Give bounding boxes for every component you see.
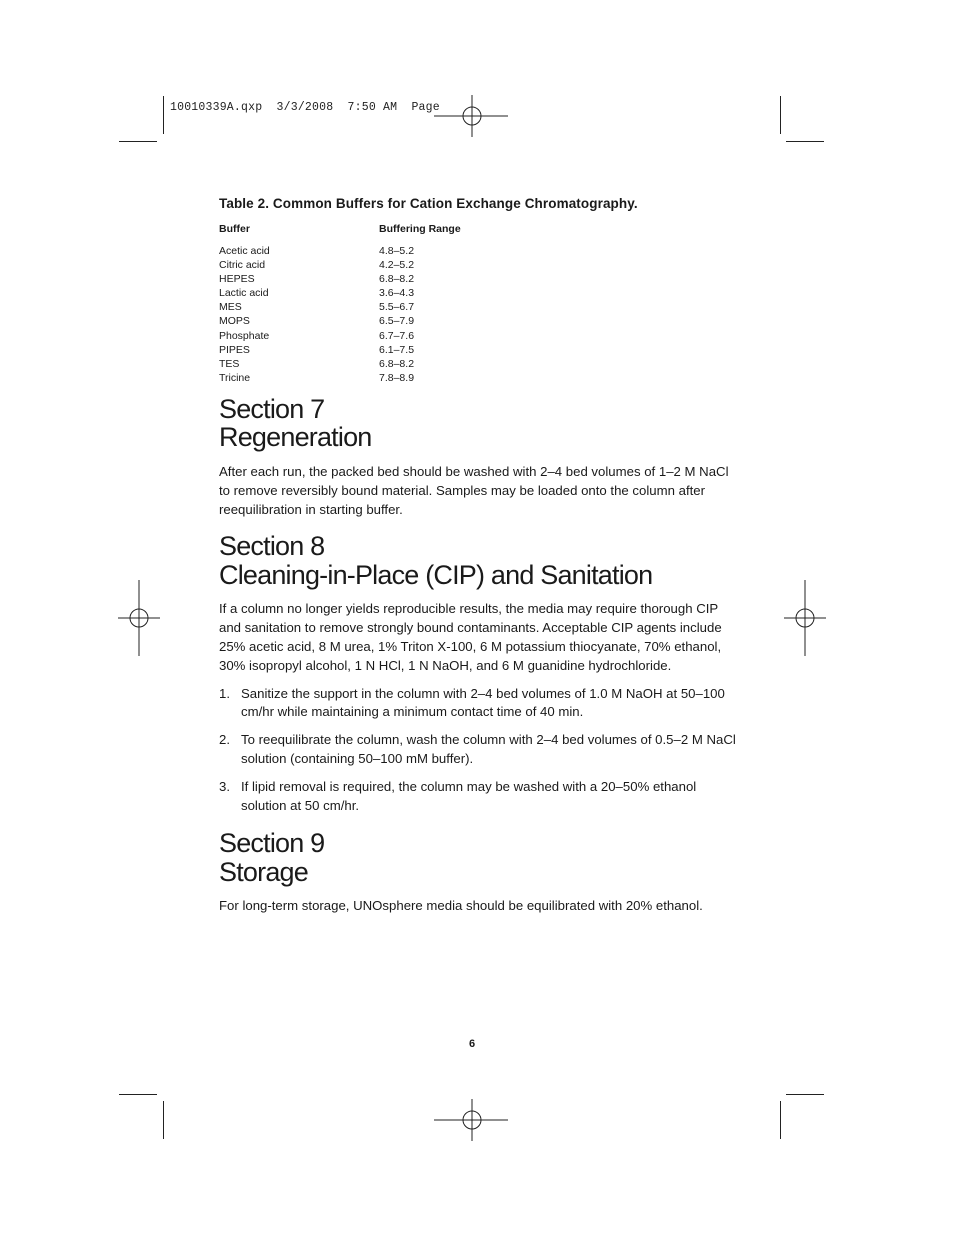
buffer-name: PIPES bbox=[219, 343, 250, 356]
crop-mark-bottom-left-horizontal bbox=[119, 1094, 157, 1095]
section-7 bbox=[219, 395, 739, 519]
table-title: Table 2. Common Buffers for Cation Exchange Chromatography. bbox=[219, 196, 638, 211]
crop-mark-bottom-left-vertical bbox=[163, 1101, 164, 1139]
registration-mark-left-icon bbox=[118, 580, 160, 656]
page-number: 6 bbox=[468, 1038, 476, 1050]
table-row bbox=[219, 258, 461, 272]
buffering-range: 6.8–8.2 bbox=[379, 273, 415, 286]
section-9-number: Section 9 bbox=[219, 828, 325, 859]
list-item bbox=[219, 685, 739, 723]
crop-mark-top-right-vertical bbox=[780, 96, 781, 134]
list-item bbox=[219, 778, 739, 816]
list-item-text: If lipid removal is required, the column may be washed with a 20–50% ethanol solution at 50 cm/hr. bbox=[241, 778, 697, 813]
section-9-title: Storage bbox=[219, 856, 308, 887]
table-header-row bbox=[219, 223, 461, 244]
crop-mark-top-right-horizontal bbox=[786, 141, 824, 142]
registration-mark-right-icon bbox=[784, 580, 826, 656]
list-item bbox=[219, 731, 739, 769]
section-7-title: Regeneration bbox=[219, 422, 372, 453]
registration-mark-top-icon bbox=[432, 95, 512, 137]
list-item-number: 3. bbox=[219, 778, 230, 794]
buffer-name: Tricine bbox=[219, 371, 251, 384]
column-header-buffer: Buffer bbox=[219, 223, 250, 235]
section-7-body: After each run, the packed bed should be washed with 2–4 bed volumes of 1–2 M NaCl to remove reversibly bound material. Samples may be loaded onto the column after reequilibration in starting buffer. bbox=[219, 463, 729, 517]
table-row bbox=[219, 343, 461, 357]
buffer-name: Acetic acid bbox=[219, 245, 270, 257]
buffer-name: MOPS bbox=[219, 315, 250, 328]
print-slug: 10010339A.qxp 3/3/2008 7:50 AM Page bbox=[170, 101, 440, 114]
table-row bbox=[219, 286, 461, 300]
buffering-range: 3.6–4.3 bbox=[379, 287, 415, 300]
buffers-table bbox=[219, 223, 461, 385]
buffer-name: Lactic acid bbox=[219, 287, 269, 300]
buffering-range: 7.8–8.9 bbox=[379, 371, 415, 384]
table-row bbox=[219, 371, 461, 385]
section-7-number: Section 7 bbox=[219, 393, 325, 424]
buffer-name: Citric acid bbox=[219, 259, 266, 272]
crop-mark-top-left-vertical bbox=[163, 96, 164, 134]
buffering-range: 6.1–7.5 bbox=[379, 343, 415, 356]
buffering-range: 5.5–6.7 bbox=[379, 301, 415, 314]
section-9-heading bbox=[219, 829, 739, 886]
section-8-title: Cleaning-in-Place (CIP) and Sanitation bbox=[219, 559, 653, 590]
table-row bbox=[219, 272, 461, 286]
section-8-heading bbox=[219, 532, 739, 589]
section-8-number: Section 8 bbox=[219, 531, 325, 562]
crop-mark-top-left-horizontal bbox=[119, 141, 157, 142]
crop-mark-bottom-right-vertical bbox=[780, 1101, 781, 1139]
buffering-range: 4.2–5.2 bbox=[379, 259, 415, 272]
registration-mark-bottom-icon bbox=[432, 1099, 512, 1141]
list-item-number: 1. bbox=[219, 685, 230, 701]
cip-steps-list bbox=[219, 685, 739, 816]
table-row bbox=[219, 244, 461, 258]
section-9 bbox=[219, 829, 739, 916]
buffer-name: HEPES bbox=[219, 273, 255, 286]
column-header-buffering-range: Buffering Range bbox=[379, 223, 461, 235]
section-9-body: For long-term storage, UNOsphere media should be equilibrated with 20% ethanol. bbox=[219, 898, 703, 914]
table-row bbox=[219, 300, 461, 314]
list-item-number: 2. bbox=[219, 732, 230, 748]
buffer-name: TES bbox=[219, 357, 240, 370]
buffer-name: MES bbox=[219, 301, 242, 314]
table-row bbox=[219, 314, 461, 328]
list-item-text: To reequilibrate the column, wash the column with 2–4 bed volumes of 0.5–2 M NaCl solution (containing 50–100 mM buffer). bbox=[241, 732, 736, 766]
page-content bbox=[219, 196, 739, 916]
section-8 bbox=[219, 532, 739, 815]
buffer-name: Phosphate bbox=[219, 329, 270, 342]
buffering-range: 6.8–8.2 bbox=[379, 357, 415, 370]
table-row bbox=[219, 329, 461, 343]
list-item-text: Sanitize the support in the column with 2–4 bed volumes of 1.0 M NaOH at 50–100 cm/hr while maintaining a minimum contact time of 40 min. bbox=[241, 685, 725, 720]
table-row bbox=[219, 357, 461, 371]
crop-mark-bottom-right-horizontal bbox=[786, 1094, 824, 1095]
buffering-range: 6.5–7.9 bbox=[379, 315, 415, 328]
buffering-range: 6.7–7.6 bbox=[379, 329, 415, 342]
section-8-body: If a column no longer yields reproducible results, the media may require thorough CIP and sanitation to remove strongly bound contaminants. Acceptable CIP agents include 25% acetic acid, 8 M urea, 1% Triton X-100, 6 M potassium thiocyanate, 70% ethanol, 30% isopropyl alcohol, 1 N HCl, 1 N NaOH, and 6 M guanidine hydrochloride. bbox=[219, 601, 722, 673]
section-7-heading bbox=[219, 395, 739, 452]
buffering-range: 4.8–5.2 bbox=[379, 245, 415, 257]
